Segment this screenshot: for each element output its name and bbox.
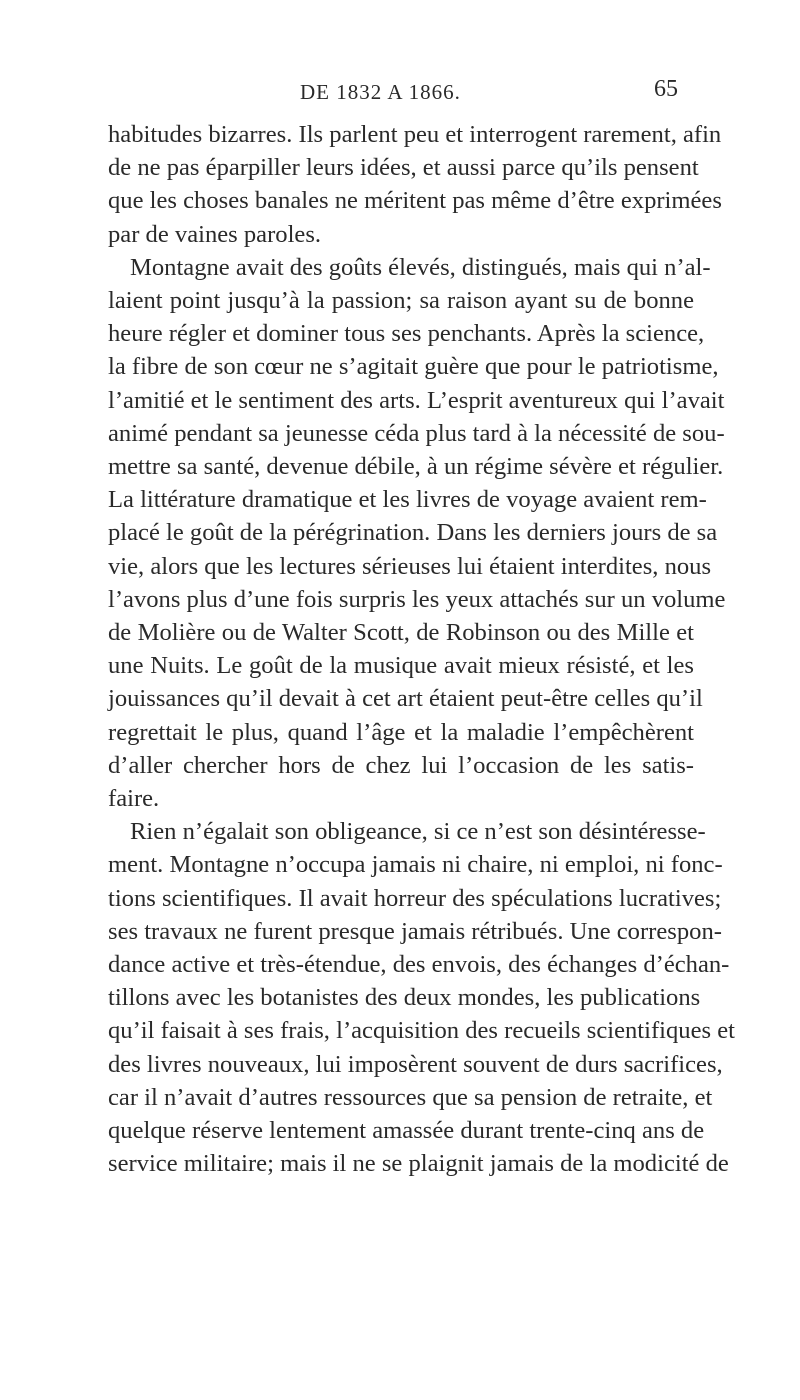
text-line: habitudes bizarres. Ils parlent peu et interrogent rarement, afin bbox=[108, 121, 722, 148]
body-text bbox=[108, 118, 735, 1181]
text-line: vie, alors que les lectures sérieuses lui étaient interdites, nous bbox=[108, 552, 712, 580]
text-line: de ne pas éparpiller leurs idées, et aussi parce qu’ils pensent bbox=[108, 154, 699, 182]
text-line: ment. Montagne n’occupa jamais ni chaire, ni emploi, ni fonc- bbox=[108, 851, 723, 879]
text-line: car il n’avait d’autres ressources que sa pension de retraite, et bbox=[108, 1083, 713, 1111]
text-line: par de vaines paroles. bbox=[108, 220, 322, 248]
text-line: placé le goût de la pérégrination. Dans les derniers jours de sa bbox=[108, 519, 718, 547]
text-line: jouissances qu’il devait à cet art étaient peut-être celles qu’il bbox=[108, 685, 703, 713]
page-number: 65 bbox=[654, 76, 678, 102]
text-line: la fibre de son cœur ne s’agitait guère que pour le patriotisme, bbox=[108, 353, 719, 381]
text-line: service militaire; mais il ne se plaignit jamais de la modicité de bbox=[108, 1150, 729, 1178]
text-line: Montagne avait des goûts élevés, distingués, mais qui n’al- bbox=[130, 253, 711, 281]
text-line: dance active et très-étendue, des envois, des échanges d’échan- bbox=[108, 951, 730, 979]
text-line: une Nuits. Le goût de la musique avait mieux résisté, et les bbox=[108, 652, 694, 680]
text-line: l’avons plus d’une fois surpris les yeux attachés sur un volume bbox=[108, 585, 726, 613]
paragraph-2 bbox=[108, 251, 726, 815]
text-line: mettre sa santé, devenue débile, à un régime sévère et régulier. bbox=[108, 453, 724, 481]
text-line: animé pendant sa jeunesse céda plus tard à la nécessité de sou- bbox=[108, 419, 725, 447]
running-header bbox=[0, 76, 800, 120]
text-line: que les choses banales ne méritent pas même d’être exprimées bbox=[108, 187, 722, 215]
text-line: ses travaux ne furent presque jamais rétribués. Une correspon- bbox=[108, 917, 722, 945]
text-line: d’aller chercher hors de chez lui l’occasion de les satis- bbox=[108, 751, 694, 779]
text-line: tions scientifiques. Il avait horreur des spéculations lucratives; bbox=[108, 884, 722, 912]
paragraph-3 bbox=[108, 815, 735, 1180]
text-line: Rien n’égalait son obligeance, si ce n’est son désintéresse- bbox=[130, 818, 706, 846]
text-line: l’amitié et le sentiment des arts. L’esprit aventureux qui l’avait bbox=[108, 386, 725, 414]
text-line: qu’il faisait à ses frais, l’acquisition des recueils scientifiques et bbox=[108, 1017, 735, 1045]
text-line: des livres nouveaux, lui imposèrent souvent de durs sacrifices, bbox=[108, 1050, 723, 1078]
text-line: heure régler et dominer tous ses penchants. Après la science, bbox=[108, 320, 705, 348]
text-line: regrettait le plus, quand l’âge et la maladie l’empêchèrent bbox=[108, 718, 694, 746]
text-line: tillons avec les botanistes des deux mondes, les publications bbox=[108, 984, 701, 1012]
text-line: de Molière ou de Walter Scott, de Robinson ou des Mille et bbox=[108, 619, 694, 647]
text-line: laient point jusqu’à la passion; sa raison ayant su de bonne bbox=[108, 287, 694, 315]
text-line: La littérature dramatique et les livres de voyage avaient rem- bbox=[108, 486, 707, 514]
paragraph-1 bbox=[108, 118, 722, 251]
running-title: DE 1832 A 1866. bbox=[300, 80, 461, 104]
text-line: quelque réserve lentement amassée durant trente-cinq ans de bbox=[108, 1117, 705, 1145]
text-line: faire. bbox=[108, 785, 160, 813]
